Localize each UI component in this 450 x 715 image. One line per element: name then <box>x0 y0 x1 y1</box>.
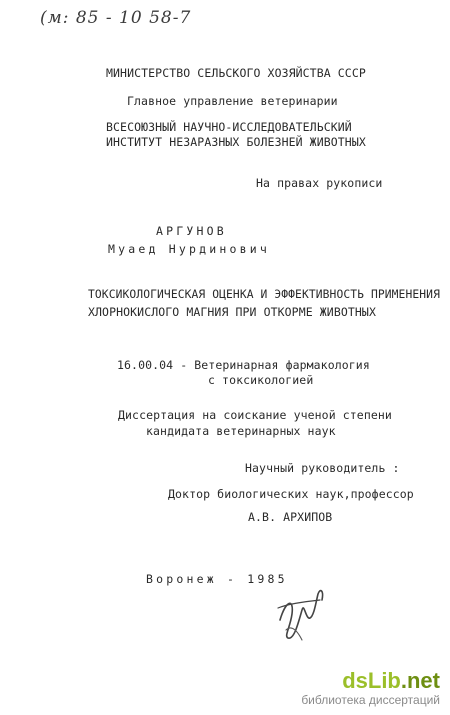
supervisor-name: А.В. АРХИПОВ <box>248 510 333 524</box>
thesis-title-line-2: ХЛОРНОКИСЛОГО МАГНИЯ ПРИ ОТКОРМЕ ЖИВОТНЫХ <box>88 305 376 319</box>
department-line: Главное управление ветеринарии <box>127 94 338 108</box>
dslib-logo <box>301 669 440 693</box>
author-surname: АРГУНОВ <box>156 224 227 238</box>
dissertation-purpose-line-2: кандидата ветеринарных наук <box>146 424 336 438</box>
dslib-logo-main: dsLib <box>342 668 401 693</box>
dissertation-purpose-line-1: Диссертация на соискание ученой степени <box>118 408 392 422</box>
dslib-logo-tld: .net <box>400 668 440 693</box>
handwritten-catalog-code: (м: 85 - 10 58-7 <box>40 8 192 28</box>
supervisor-label: Научный руководитель : <box>245 461 400 475</box>
dslib-subtitle: библиотека диссертаций <box>301 693 440 707</box>
author-given-names: Муаед Нурдинович <box>108 242 270 256</box>
supervisor-credentials: Доктор биологических наук,профессор <box>168 487 414 501</box>
manuscript-rights-note: На правах рукописи <box>256 176 383 190</box>
handwritten-signature <box>272 580 332 646</box>
institute-line-2: ИНСТИТУТ НЕЗАРАЗНЫХ БОЛЕЗНЕЙ ЖИВОТНЫХ <box>106 135 366 149</box>
ministry-heading: МИНИСТЕРСТВО СЕЛЬСКОГО ХОЗЯЙСТВА СССР <box>106 66 366 80</box>
dslib-watermark <box>301 669 440 707</box>
specialty-continuation: с токсикологией <box>208 373 314 387</box>
city-and-year: Воронеж - 1985 <box>146 572 288 586</box>
specialty-code-line: 16.00.04 - Ветеринарная фармакология <box>117 358 370 372</box>
institute-line-1: ВСЕСОЮЗНЫЙ НАУЧНО-ИССЛЕДОВАТЕЛЬСКИЙ <box>106 120 352 134</box>
thesis-title-line-1: ТОКСИКОЛОГИЧЕСКАЯ ОЦЕНКА И ЭФФЕКТИВНОСТЬ ПРИМЕНЕНИЯ <box>88 288 440 301</box>
